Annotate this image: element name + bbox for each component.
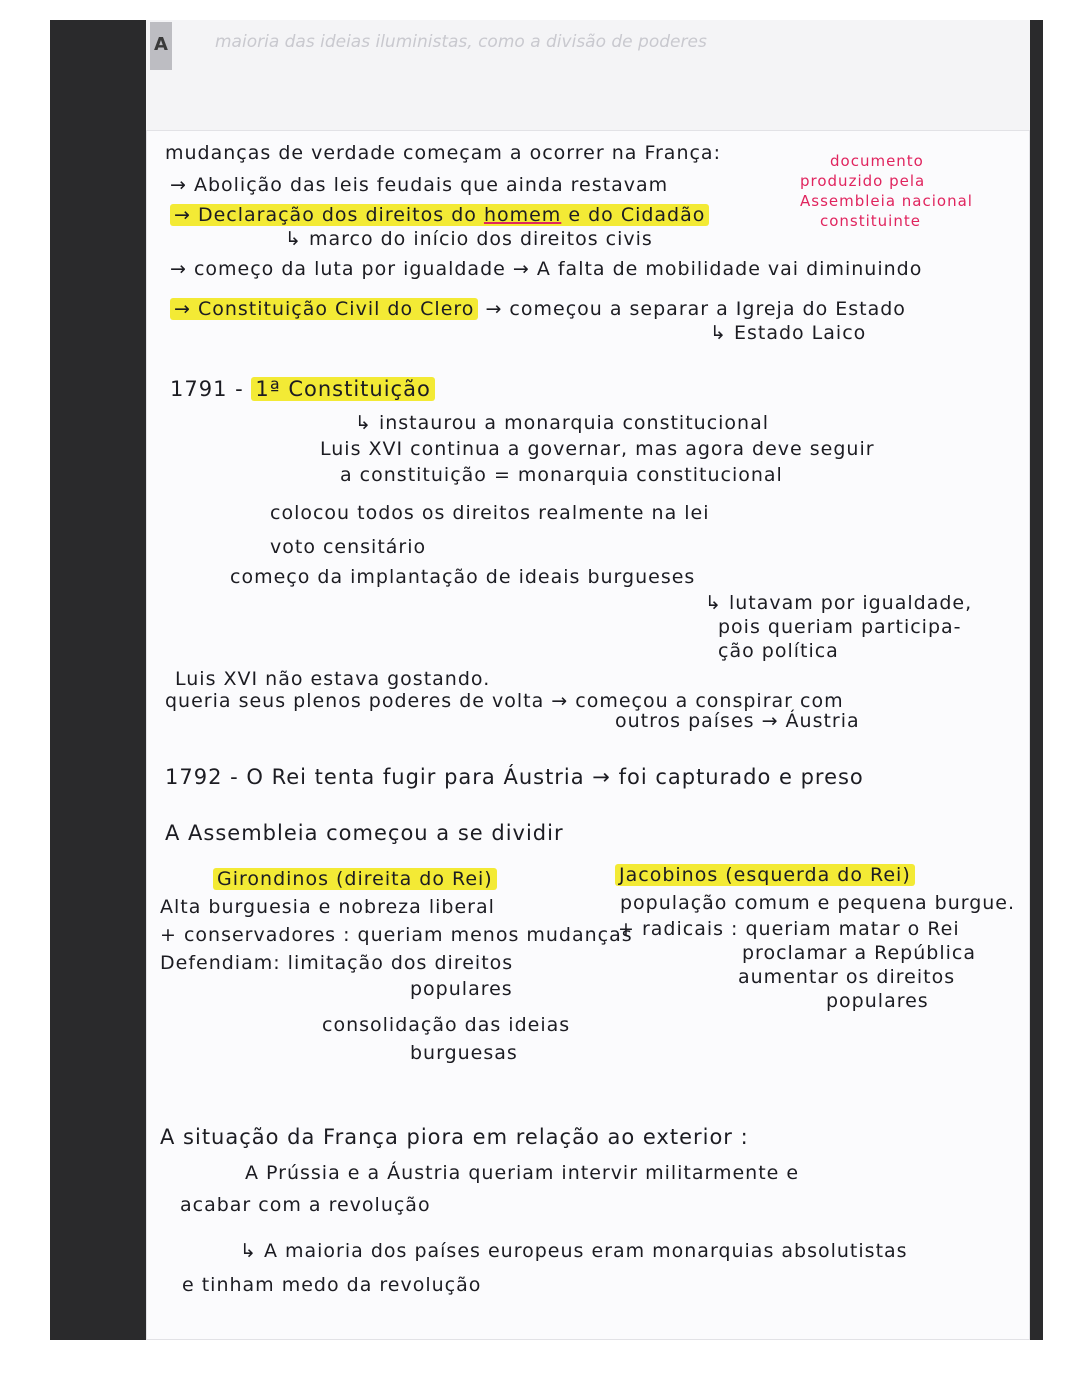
intro-line: mudanças de verdade começam a ocorrer na França:	[165, 142, 721, 164]
faded-flap-text: maioria das ideias iluministas, como a divisão de poderes	[215, 32, 707, 52]
jacobinos-4: aumentar os direitos	[738, 966, 956, 988]
highlight-constituicao: 1ª Constituição	[251, 377, 434, 401]
jacobinos-title	[615, 862, 915, 888]
girondinos-1: Alta burguesia e nobreza liberal	[160, 896, 495, 918]
clero-rest: → começou a separar a Igreja do Estado	[485, 298, 906, 320]
estado-laico: ↳ Estado Laico	[710, 322, 867, 344]
exterior-3: acabar com a revolução	[180, 1194, 431, 1216]
girondinos-5: consolidação das ideias	[322, 1014, 571, 1036]
line-1791-12: outros países → Áustria	[615, 710, 860, 732]
jacobinos-3: proclamar a República	[742, 942, 976, 964]
line-1791-2: Luis XVI continua a governar, mas agora deve seguir	[320, 438, 875, 460]
exterior-2: A Prússia e a Áustria queriam intervir militarmente e	[245, 1162, 800, 1184]
tab-mark: A	[150, 22, 172, 70]
girondinos-2: + conservadores : queriam menos mudanças	[160, 924, 633, 946]
line-1791-8: pois queriam participa-	[718, 616, 962, 638]
girondinos-3: Defendiam: limitação dos direitos	[160, 952, 514, 974]
underlined-homem: homem	[483, 204, 562, 226]
marco-inicio: ↳ marco do início dos direitos civis	[285, 228, 653, 250]
line-1791-9: ção política	[718, 640, 839, 662]
bullet-clero	[170, 296, 906, 322]
assembleia-dividir: A Assembleia começou a se dividir	[165, 821, 564, 845]
declaracao-end: e do Cidadão	[568, 204, 706, 226]
margin-note-1: documento	[830, 152, 924, 170]
girondinos-4: populares	[410, 978, 513, 1000]
year-1791	[170, 376, 435, 402]
girondinos-6: burguesas	[410, 1042, 518, 1064]
line-1791-7: ↳ lutavam por igualdade,	[705, 592, 973, 614]
line-1791-6: começo da implantação de ideais burgueses	[230, 566, 696, 588]
highlight-declaracao	[170, 204, 709, 226]
exterior-5: e tinham medo da revolução	[182, 1274, 482, 1296]
jacobinos-5: populares	[826, 990, 929, 1012]
line-1791-4: colocou todos os direitos realmente na lei	[270, 502, 710, 524]
line-1791-1: ↳ instaurou a monarquia constitucional	[355, 412, 770, 434]
jacobinos-2: + radicais : queriam matar o Rei	[618, 918, 960, 940]
line-1791-5: voto censitário	[270, 536, 427, 558]
bullet-declaracao	[170, 202, 709, 228]
highlight-clero: → Constituição Civil do Clero	[170, 298, 478, 320]
margin-note-4: constituinte	[820, 212, 921, 230]
exterior-1: A situação da França piora em relação ao exterior :	[160, 1125, 749, 1149]
line-1791-10: Luis XVI não estava gostando.	[175, 668, 491, 690]
line-1791-11: queria seus plenos poderes de volta → começou a conspirar com	[165, 690, 844, 712]
bullet-abolicao: → Abolição das leis feudais que ainda restavam	[170, 174, 669, 196]
year-1791-label: 1791 -	[170, 377, 244, 401]
highlight-girondinos: Girondinos (direita do Rei)	[213, 868, 497, 890]
girondinos-title	[213, 866, 497, 892]
bullet-igualdade: → começo da luta por igualdade → A falta de mobilidade vai diminuindo	[170, 258, 923, 280]
declaracao-text: → Declaração dos direitos do	[174, 204, 477, 226]
exterior-4: ↳ A maioria dos países europeus eram monarquias absolutistas	[240, 1240, 908, 1262]
line-1792: 1792 - O Rei tenta fugir para Áustria → foi capturado e preso	[165, 765, 864, 789]
margin-note-2: produzido pela	[800, 172, 926, 190]
margin-note-3: Assembleia nacional	[800, 192, 973, 210]
jacobinos-1: população comum e pequena burgue.	[620, 892, 1016, 914]
line-1791-3: a constituição = monarquia constitucional	[340, 464, 783, 486]
highlight-jacobinos: Jacobinos (esquerda do Rei)	[615, 864, 915, 886]
